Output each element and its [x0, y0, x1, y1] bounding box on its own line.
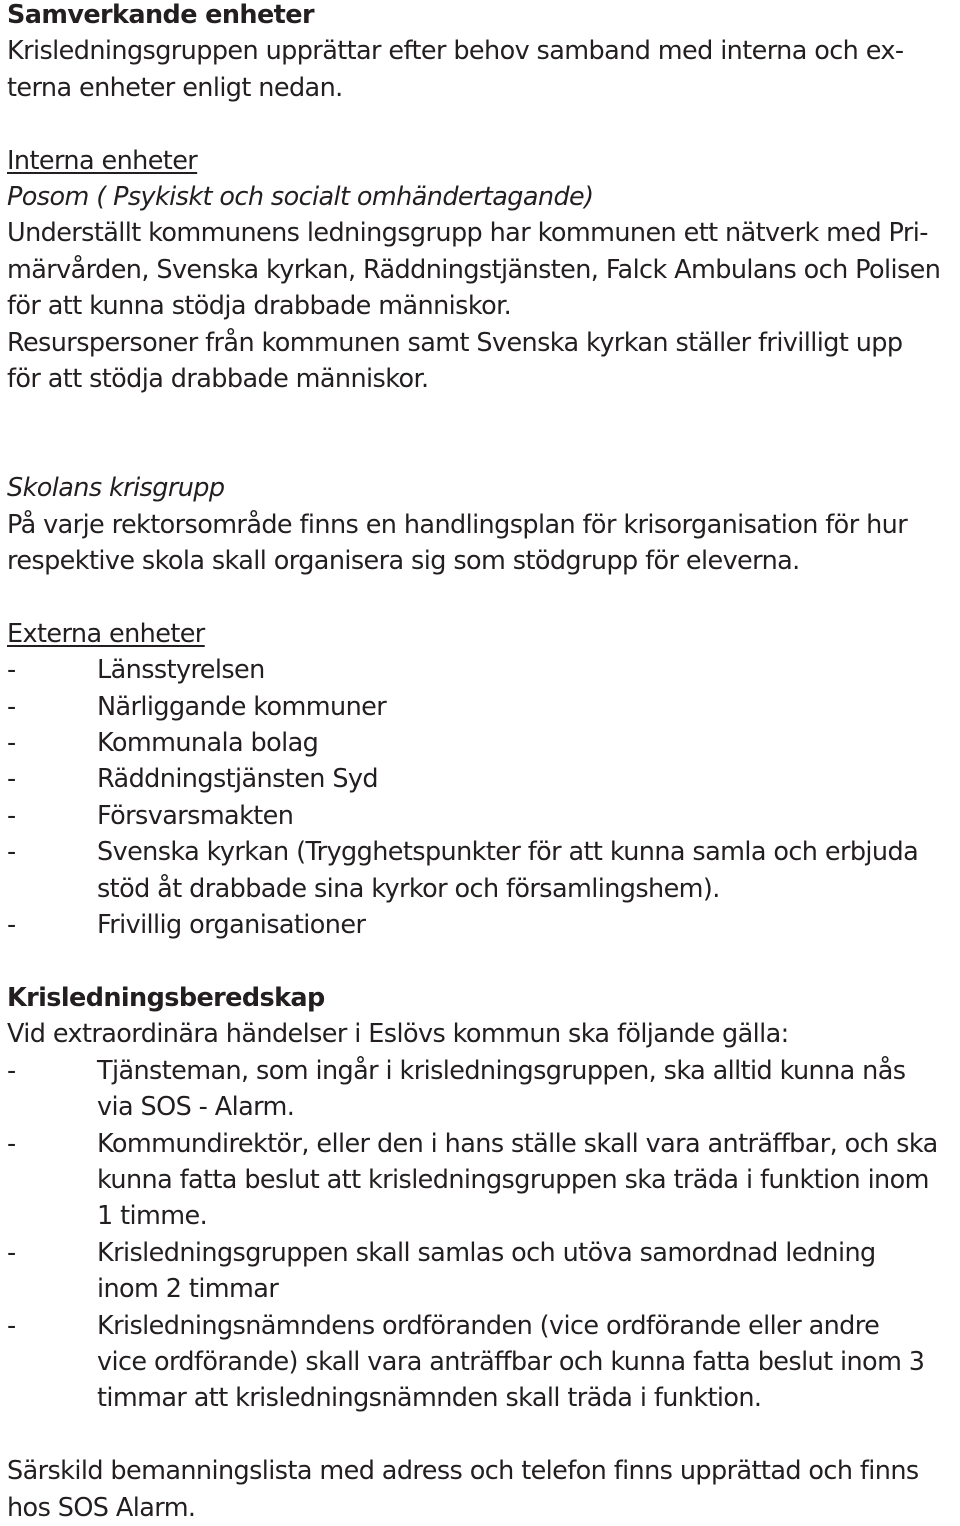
list-bullet: -: [7, 728, 16, 759]
list-item: [7, 725, 952, 761]
list-item-text: inom 2 timmar: [97, 1274, 279, 1305]
paragraph-line: Resurspersoner från kommunen samt Svenska kyrkan ställer frivilligt upp: [7, 327, 903, 358]
paragraph-line: Underställt kommunens ledningsgrupp har kommunen ett nätverk med Pri-: [7, 218, 928, 249]
externa-list: [7, 652, 952, 943]
spacer: [7, 1417, 952, 1453]
list-item: [7, 907, 952, 943]
list-item: [7, 834, 952, 907]
list-item-text: Kommundirektör, eller den i hans ställe skall vara anträffbar, och ska: [97, 1128, 938, 1159]
list-item-text: stöd åt drabbade sina kyrkor och församlingshem).: [97, 873, 720, 904]
paragraph-line: respektive skola skall organisera sig som stödgrupp för eleverna.: [7, 546, 800, 577]
footer-line: Särskild bemanningslista med adress och telefon finns upprättad och finns: [7, 1456, 919, 1487]
section-heading-krisledningsberedskap: Krisledningsberedskap: [7, 982, 325, 1013]
list-item-text: via SOS - Alarm.: [97, 1092, 295, 1123]
list-item-text: 1 timme.: [97, 1201, 208, 1232]
list-bullet: -: [7, 764, 16, 795]
subheading-externa-enheter: Externa enheter: [7, 618, 205, 649]
list-bullet: -: [7, 1310, 16, 1341]
list-item: [7, 1235, 952, 1308]
posom-title: Posom ( Psykiskt och socialt omhändertagande): [7, 182, 594, 213]
list-bullet: -: [7, 1128, 16, 1159]
list-item-text: Närliggande kommuner: [97, 691, 387, 722]
list-item-text: Frivillig organisationer: [97, 910, 366, 941]
list-item: [7, 1308, 952, 1417]
document-page: [7, 0, 952, 1526]
paragraph-line: märvården, Svenska kyrkan, Räddningstjänsten, Falck Ambulans och Polisen: [7, 254, 941, 285]
list-bullet: -: [7, 655, 16, 686]
list-bullet: -: [7, 910, 16, 941]
list-item-text: Svenska kyrkan (Trygghetspunkter för att kunna samla och erbjuda: [97, 837, 919, 868]
list-item-text: Tjänsteman, som ingår i krisledningsgruppen, ska alltid kunna nås: [97, 1055, 906, 1086]
list-item-text: kunna fatta beslut att krisledningsgruppen ska träda i funktion inom: [97, 1164, 929, 1195]
list-item: [7, 761, 952, 797]
list-item: [7, 798, 952, 834]
list-item-text: timmar att krisledningsnämnden skall träda i funktion.: [97, 1383, 762, 1414]
paragraph-line: för att stödja drabbade människor.: [7, 364, 429, 395]
list-item: [7, 1053, 952, 1126]
paragraph-line: Vid extraordinära händelser i Eslövs kommun ska följande gälla:: [7, 1019, 789, 1050]
list-item-text: Länsstyrelsen: [97, 655, 265, 686]
list-bullet: -: [7, 837, 16, 868]
list-item: [7, 1126, 952, 1235]
list-bullet: -: [7, 800, 16, 831]
paragraph-line: för att kunna stödja drabbade människor.: [7, 291, 512, 322]
spacer: [7, 579, 952, 615]
spacer: [7, 944, 952, 980]
list-item-text: Räddningstjänsten Syd: [97, 764, 379, 795]
subheading-skolans-krisgrupp: Skolans krisgrupp: [7, 473, 225, 504]
paragraph-line: terna enheter enligt nedan.: [7, 72, 343, 103]
list-item-text: Kommunala bolag: [97, 728, 319, 759]
section-heading-samverkande: Samverkande enheter: [7, 0, 314, 30]
list-bullet: -: [7, 1237, 16, 1268]
list-bullet: -: [7, 1055, 16, 1086]
paragraph-line: Krisledningsgruppen upprättar efter behov samband med interna och ex-: [7, 36, 904, 67]
subheading-interna-enheter: Interna enheter: [7, 145, 198, 176]
footer-line: hos SOS Alarm.: [7, 1492, 196, 1523]
spacer: [7, 434, 952, 470]
list-item-text: Försvarsmakten: [97, 800, 294, 831]
list-bullet: -: [7, 691, 16, 722]
beredskap-list: [7, 1053, 952, 1417]
list-item-text: vice ordförande) skall vara anträffbar och kunna fatta beslut inom 3: [97, 1346, 925, 1377]
spacer: [7, 106, 952, 142]
paragraph-line: På varje rektorsområde finns en handlingsplan för krisorganisation för hur: [7, 509, 908, 540]
spacer: [7, 397, 952, 433]
list-item: [7, 652, 952, 688]
list-item: [7, 689, 952, 725]
list-item-text: Krisledningsgruppen skall samlas och utöva samordnad ledning: [97, 1237, 876, 1268]
list-item-text: Krisledningsnämndens ordföranden (vice ordförande eller andre: [97, 1310, 880, 1341]
